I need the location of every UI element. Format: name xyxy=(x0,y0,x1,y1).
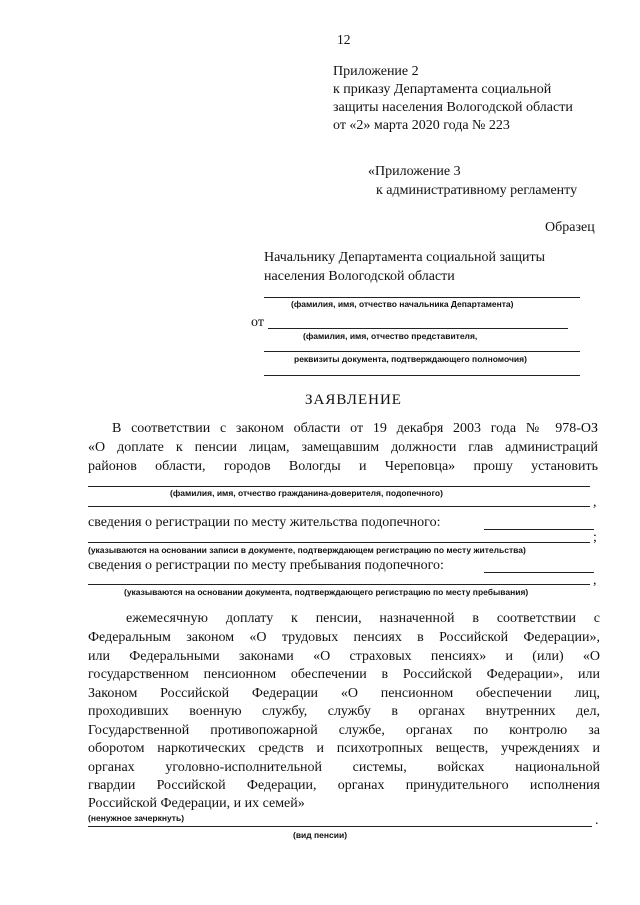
stay-line-2 xyxy=(88,584,590,585)
addressee-extra-line xyxy=(264,375,580,376)
stay-field-line xyxy=(484,572,594,573)
pension-type-line xyxy=(88,826,592,827)
addressee-line1: Начальнику Департамента социальной защиты xyxy=(264,250,546,265)
representative-line xyxy=(268,328,568,329)
body-line-9: органах уголовно-исполнительной системы, войсках национальной xyxy=(88,760,600,775)
appendix-header-line4: от «2» марта 2020 года № 223 xyxy=(333,118,510,133)
body-last-line: Российской Федерации, и их семей» xyxy=(88,796,305,811)
page-number: 12 xyxy=(337,32,351,47)
appendix-header-line1: Приложение 2 xyxy=(333,64,419,79)
body-line-3: или Федеральными законами «О страховых пенсиях» и (или) «О xyxy=(88,649,600,664)
intro-line1: В соответствии с законом области от 19 декабря 2003 года № 978-ОЗ xyxy=(112,421,598,436)
body-line-8: оборотом наркотических средств и психотропных веществ, учреждениях и xyxy=(88,741,600,756)
intro-line3: районов области, городов Вологды и Череповца» прошу установить xyxy=(88,459,598,474)
semicolon: ; xyxy=(593,530,597,545)
residence-label: сведения о регистрации по месту жительства подопечного: xyxy=(88,515,441,530)
residence-line-2 xyxy=(88,542,590,543)
body-line-4: государственном пенсионном обеспечении в Российской Федерации», или xyxy=(88,667,600,682)
person-line xyxy=(88,486,590,487)
authority-line xyxy=(264,351,580,352)
representative-caption: (фамилия, имя, отчество представителя, xyxy=(303,331,478,341)
person-line-2 xyxy=(88,506,590,507)
appendix3-line1: «Приложение 3 xyxy=(368,164,461,179)
pension-type-caption: (вид пенсии) xyxy=(293,830,348,840)
stay-caption: (указываются на основании документа, подтверждающего регистрацию по месту пребывания) xyxy=(124,587,529,597)
residence-caption: (указываются на основании записи в документе, подтверждающем регистрацию по месту жительства) xyxy=(88,545,526,555)
period: . xyxy=(595,813,599,828)
appendix-header-line2: к приказу Департамента социальной xyxy=(333,82,552,97)
comma-1: , xyxy=(593,495,597,510)
head-name-caption: (фамилия, имя, отчество начальника Департамента) xyxy=(291,299,514,309)
from-label: от xyxy=(251,315,264,330)
sample-label: Образец xyxy=(545,220,595,235)
comma-2: , xyxy=(593,573,597,588)
body-line-2: Федеральным законом «О трудовых пенсиях в Российской Федерации», xyxy=(88,630,600,645)
authority-caption: реквизиты документа, подтверждающего полномочия) xyxy=(294,354,527,364)
body-line-1: ежемесячную доплату к пенсии, назначенной в соответствии с xyxy=(126,611,600,626)
addressee-line2: населения Вологодской области xyxy=(264,269,455,284)
body-line-10: гвардии Российской Федерации, органах принудительного исполнения xyxy=(88,778,600,793)
intro-line2: «О доплате к пенсии лицам, замещавшим должности глав администраций xyxy=(88,440,598,455)
residence-field-line xyxy=(484,529,594,530)
head-name-line xyxy=(264,297,580,298)
body-line-6: проходивших военную службу, службу в органах внутренних дел, xyxy=(88,704,600,719)
stay-label: сведения о регистрации по месту пребывания подопечного: xyxy=(88,558,444,573)
document-title: ЗАЯВЛЕНИЕ xyxy=(305,392,402,408)
appendix-header-line3: защиты населения Вологодской области xyxy=(333,100,573,115)
person-caption: (фамилия, имя, отчество гражданина-доверителя, подопечного) xyxy=(170,488,443,498)
body-line-5: Законом Российской Федерации «О пенсионном обеспечении лиц, xyxy=(88,686,600,701)
body-line-7: Государственной противопожарной службе, органах по контролю за xyxy=(88,723,600,738)
appendix3-line2: к административному регламенту xyxy=(376,183,578,198)
strike-note: (ненужное зачеркнуть) xyxy=(88,813,185,823)
